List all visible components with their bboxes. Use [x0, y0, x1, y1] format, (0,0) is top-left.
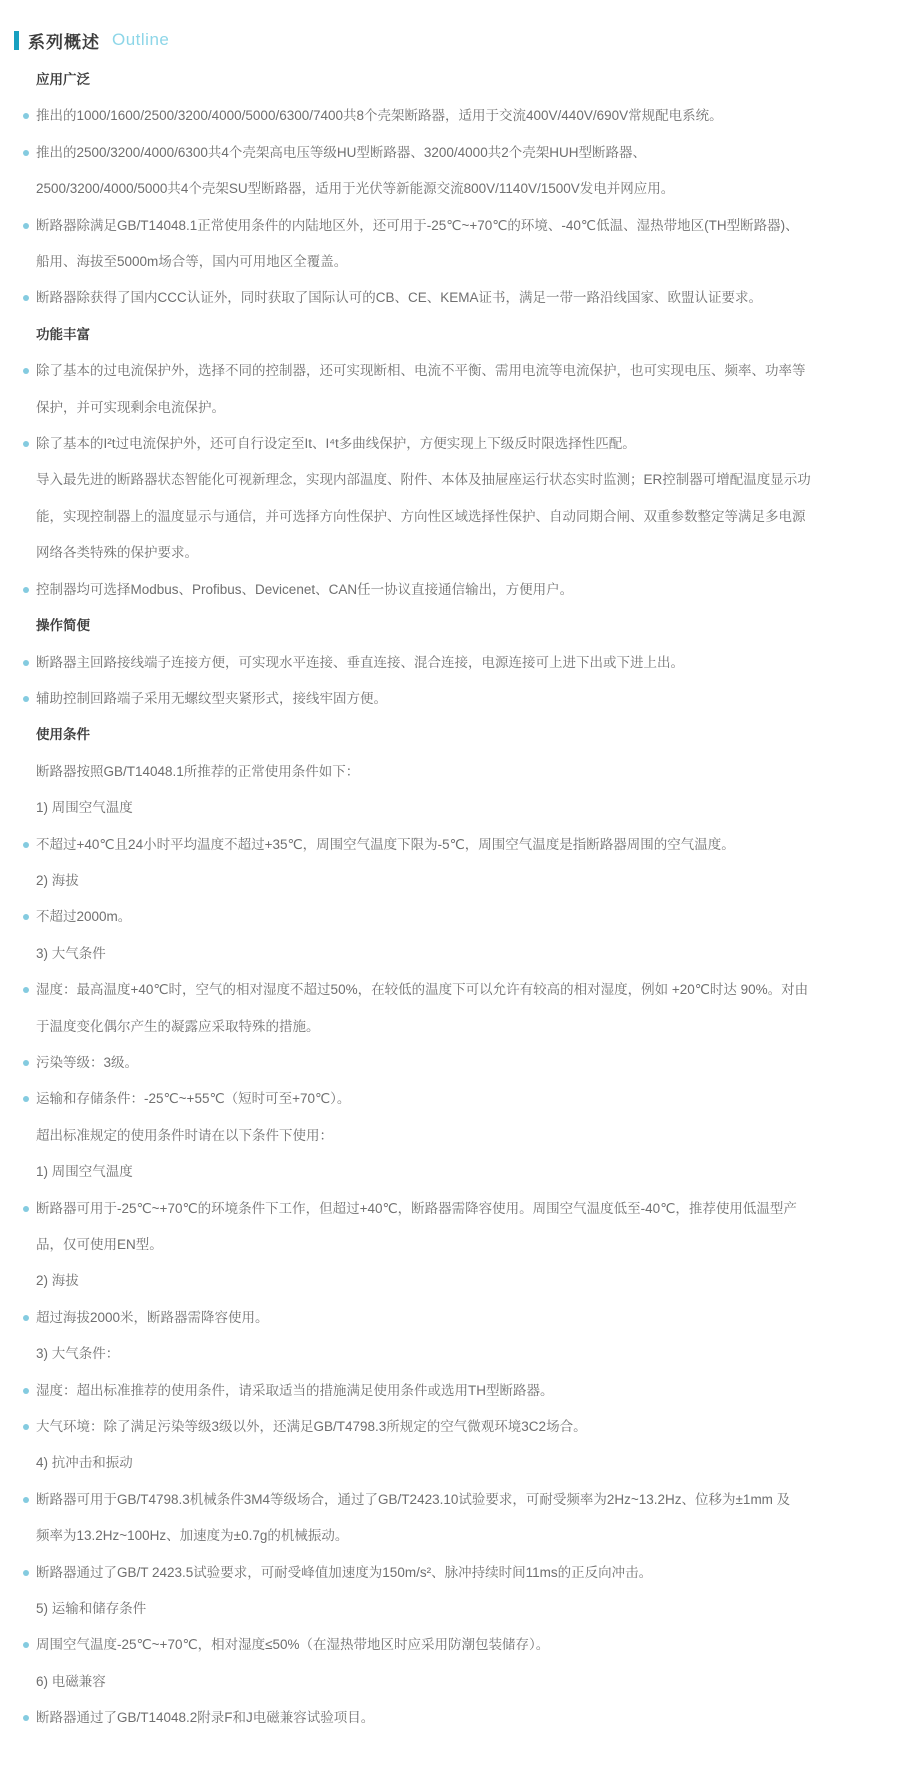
bullet-line: 断路器除满足GB/T14048.1正常使用条件的内陆地区外，还可用于-25℃~+70℃的环境、-40℃低温、湿热带地区(TH型断路器)、 — [36, 208, 870, 244]
bullet-item — [36, 1700, 870, 1736]
text-line: 于温度变化偶尔产生的凝露应采取特殊的措施。 — [36, 1018, 320, 1034]
text-line: 6) 电磁兼容 — [36, 1673, 106, 1689]
section-heading-label: 操作简便 — [36, 618, 90, 634]
text-line: 4) 抗冲击和振动 — [36, 1455, 133, 1471]
text-line: 频率为13.2Hz~100Hz、加速度为±0.7g的机械振动。 — [36, 1528, 349, 1544]
section-heading — [36, 608, 870, 644]
section-title-en: Outline — [112, 30, 170, 49]
text-paragraph — [36, 1445, 870, 1481]
bullet-item — [36, 572, 870, 608]
bullet-line: 不超过2000m。 — [36, 899, 870, 935]
bullet-line: 湿度：超出标准推荐的使用条件，请采取适当的措施满足使用条件或选用TH型断路器。 — [36, 1373, 870, 1409]
text-line: 能，实现控制器上的温度显示与通信，并可选择方向性保护、方向性区域选择性保护、自动同期合闸、双重参数整定等满足多电源 — [36, 508, 806, 524]
bullet-line: 断路器可用于GB/T4798.3机械条件3M4等级场合，通过了GB/T2423.10试验要求，可耐受频率为2Hz~13.2Hz、位移为±1mm 及 — [36, 1482, 870, 1518]
bullet-line: 断路器通过了GB/T14048.2附录F和J电磁兼容试验项目。 — [36, 1700, 870, 1736]
bullet-item — [36, 972, 870, 1045]
section-heading — [36, 62, 870, 98]
text-line: 网络各类特殊的保护要求。 — [36, 545, 198, 561]
bullet-item — [36, 827, 870, 863]
text-paragraph — [36, 936, 870, 972]
text-paragraph — [36, 1154, 870, 1190]
content-body — [12, 62, 886, 1737]
bullet-line: 周围空气温度-25℃~+70℃，相对湿度≤50%（在湿热带地区时应采用防潮包装储存）。 — [36, 1627, 870, 1663]
text-paragraph — [36, 790, 870, 826]
bullet-item — [36, 1627, 870, 1663]
bullet-line: 污染等级：3级。 — [36, 1045, 870, 1081]
text-line: 导入最先进的断路器状态智能化可视新理念，实现内部温度、附件、本体及抽屉座运行状态实时监测；ER控制器可增配温度显示功 — [36, 472, 811, 488]
bullet-line: 运输和存储条件：-25℃~+55℃（短时可至+70℃）。 — [36, 1081, 870, 1117]
bullet-item — [36, 1555, 870, 1591]
text-line: 5) 运输和储存条件 — [36, 1601, 147, 1617]
text-paragraph — [36, 1118, 870, 1154]
text-line: 超出标准规定的使用条件时请在以下条件下使用： — [36, 1127, 333, 1143]
text-paragraph — [36, 863, 870, 899]
bullet-item — [36, 1482, 870, 1555]
text-line: 保护，并可实现剩余电流保护。 — [36, 399, 225, 415]
text-line: 品，仅可使用EN型。 — [36, 1237, 163, 1252]
title-accent-bar-icon — [14, 31, 19, 50]
bullet-item — [36, 426, 870, 462]
text-line: 2) 海拔 — [36, 872, 79, 888]
bullet-item — [36, 280, 870, 316]
bullet-item — [36, 1191, 870, 1264]
bullet-item — [36, 645, 870, 681]
bullet-line: 湿度：最高温度+40℃时，空气的相对湿度不超过50%，在较低的温度下可以允许有较高的相对湿度，例如 +20℃时达 90%。对由 — [36, 972, 870, 1008]
bullet-line: 除了基本的过电流保护外，选择不同的控制器，还可实现断相、电流不平衡、需用电流等电流保护，也可实现电压、频率、功率等 — [36, 353, 870, 389]
bullet-item — [36, 1045, 870, 1081]
bullet-item — [36, 135, 870, 208]
section-title — [14, 28, 886, 52]
bullet-item — [36, 1300, 870, 1336]
bullet-item — [36, 1081, 870, 1117]
text-line: 2500/3200/4000/5000共4个壳架SU型断路器，适用于光伏等新能源交流800V/1140V/1500V发电并网应用。 — [36, 181, 675, 197]
text-paragraph — [36, 1263, 870, 1299]
text-line: 2) 海拔 — [36, 1273, 79, 1289]
bullet-line: 断路器通过了GB/T 2423.5试验要求，可耐受峰值加速度为150m/s²、脉冲持续时间11ms的正反向冲击。 — [36, 1555, 870, 1591]
bullet-item — [36, 681, 870, 717]
section-heading — [36, 717, 870, 753]
bullet-line: 控制器均可选择Modbus、Profibus、Devicenet、CAN任一协议直接通信输出，方便用户。 — [36, 572, 870, 608]
text-paragraph — [36, 1664, 870, 1700]
bullet-item — [36, 208, 870, 281]
section-heading — [36, 317, 870, 353]
section-heading-label: 应用广泛 — [36, 72, 90, 87]
bullet-line: 除了基本的I²t过电流保护外，还可自行设定至It、I⁴t多曲线保护，方便实现上下级反时限选择性匹配。 — [36, 426, 870, 462]
bullet-line: 不超过+40℃且24小时平均温度不超过+35℃，周围空气温度下限为-5℃，周围空气温度是指断路器周围的空气温度。 — [36, 827, 870, 863]
section-title-zh: 系列概述 — [28, 32, 100, 52]
bullet-item — [36, 1409, 870, 1445]
text-paragraph — [36, 1591, 870, 1627]
bullet-line: 辅助控制回路端子采用无螺纹型夹紧形式，接线牢固方便。 — [36, 681, 870, 717]
text-line: 1) 周围空气温度 — [36, 1164, 133, 1180]
bullet-line: 超过海拔2000米，断路器需降容使用。 — [36, 1300, 870, 1336]
bullet-item — [36, 353, 870, 426]
bullet-line: 断路器除获得了国内CCC认证外，同时获取了国际认可的CB、CE、KEMA证书，满足一带一路沿线国家、欧盟认证要求。 — [36, 280, 870, 316]
section-heading-label: 使用条件 — [36, 727, 90, 743]
bullet-item — [36, 899, 870, 935]
text-paragraph — [36, 754, 870, 790]
bullet-line: 推出的1000/1600/2500/3200/4000/5000/6300/7400共8个壳架断路器，适用于交流400V/440V/690V常规配电系统。 — [36, 98, 870, 134]
text-line: 3) 大气条件 — [36, 945, 106, 961]
bullet-line: 断路器主回路接线端子连接方便，可实现水平连接、垂直连接、混合连接，电源连接可上进下出或下进上出。 — [36, 645, 870, 681]
text-paragraph — [36, 1336, 870, 1372]
section-heading-label: 功能丰富 — [36, 326, 90, 342]
bullet-item — [36, 1373, 870, 1409]
bullet-item — [36, 98, 870, 134]
text-line: 船用、海拔至5000m场合等，国内可用地区全覆盖。 — [36, 254, 348, 270]
text-paragraph — [36, 462, 870, 571]
text-line: 1) 周围空气温度 — [36, 800, 133, 816]
bullet-line: 大气环境：除了满足污染等级3级以外，还满足GB/T4798.3所规定的空气微观环境3C2场合。 — [36, 1409, 870, 1445]
text-line: 3) 大气条件： — [36, 1346, 120, 1362]
bullet-line: 断路器可用于-25℃~+70℃的环境条件下工作，但超过+40℃，断路器需降容使用。周围空气温度低至-40℃，推荐使用低温型产 — [36, 1191, 870, 1227]
text-line: 断路器按照GB/T14048.1所推荐的正常使用条件如下： — [36, 763, 360, 779]
bullet-line: 推出的2500/3200/4000/6300共4个壳架高电压等级HU型断路器、3200/4000共2个壳架HUH型断路器、 — [36, 135, 870, 171]
